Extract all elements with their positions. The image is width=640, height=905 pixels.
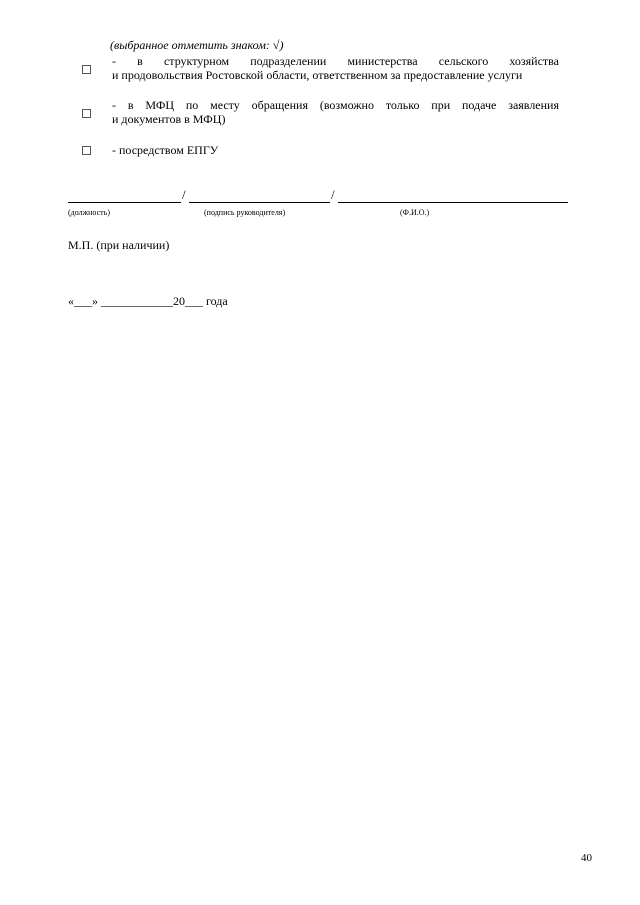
option-text-line: и документов в МФЦ) — [112, 112, 226, 126]
option-text-line: и продовольствия Ростовской области, ответственном за предоставление услуги — [112, 68, 523, 82]
option-text-line: - посредством ЕПГУ — [112, 143, 219, 157]
seal-note: М.П. (при наличии) — [68, 238, 170, 252]
separator-slash: / — [182, 187, 186, 202]
checkbox-icon[interactable] — [82, 146, 91, 155]
option-text — [112, 143, 559, 157]
position-label: (должность) — [68, 208, 110, 217]
position-blank-line[interactable] — [68, 202, 181, 203]
page-number: 40 — [581, 852, 592, 864]
checkbox-icon[interactable] — [82, 109, 91, 118]
name-blank-line[interactable] — [338, 202, 568, 203]
signature-row — [68, 187, 568, 204]
option-text — [112, 98, 559, 126]
selection-hint: (выбранное отметить знаком: √) — [110, 38, 284, 52]
signature-blank-line[interactable] — [189, 202, 330, 203]
date-field: «___» ____________20___ года — [68, 294, 228, 308]
signature-label: (подпись руководителя) — [204, 208, 286, 217]
separator-slash: / — [331, 187, 335, 202]
option-text — [112, 54, 559, 82]
option-text-line: - в МФЦ по месту обращения (возможно только при подаче заявления — [112, 98, 559, 112]
name-label: (Ф.И.О.) — [400, 208, 430, 217]
option-text-line: - в структурном подразделении министерства сельского хозяйства — [112, 54, 559, 68]
checkbox-icon[interactable] — [82, 65, 91, 74]
